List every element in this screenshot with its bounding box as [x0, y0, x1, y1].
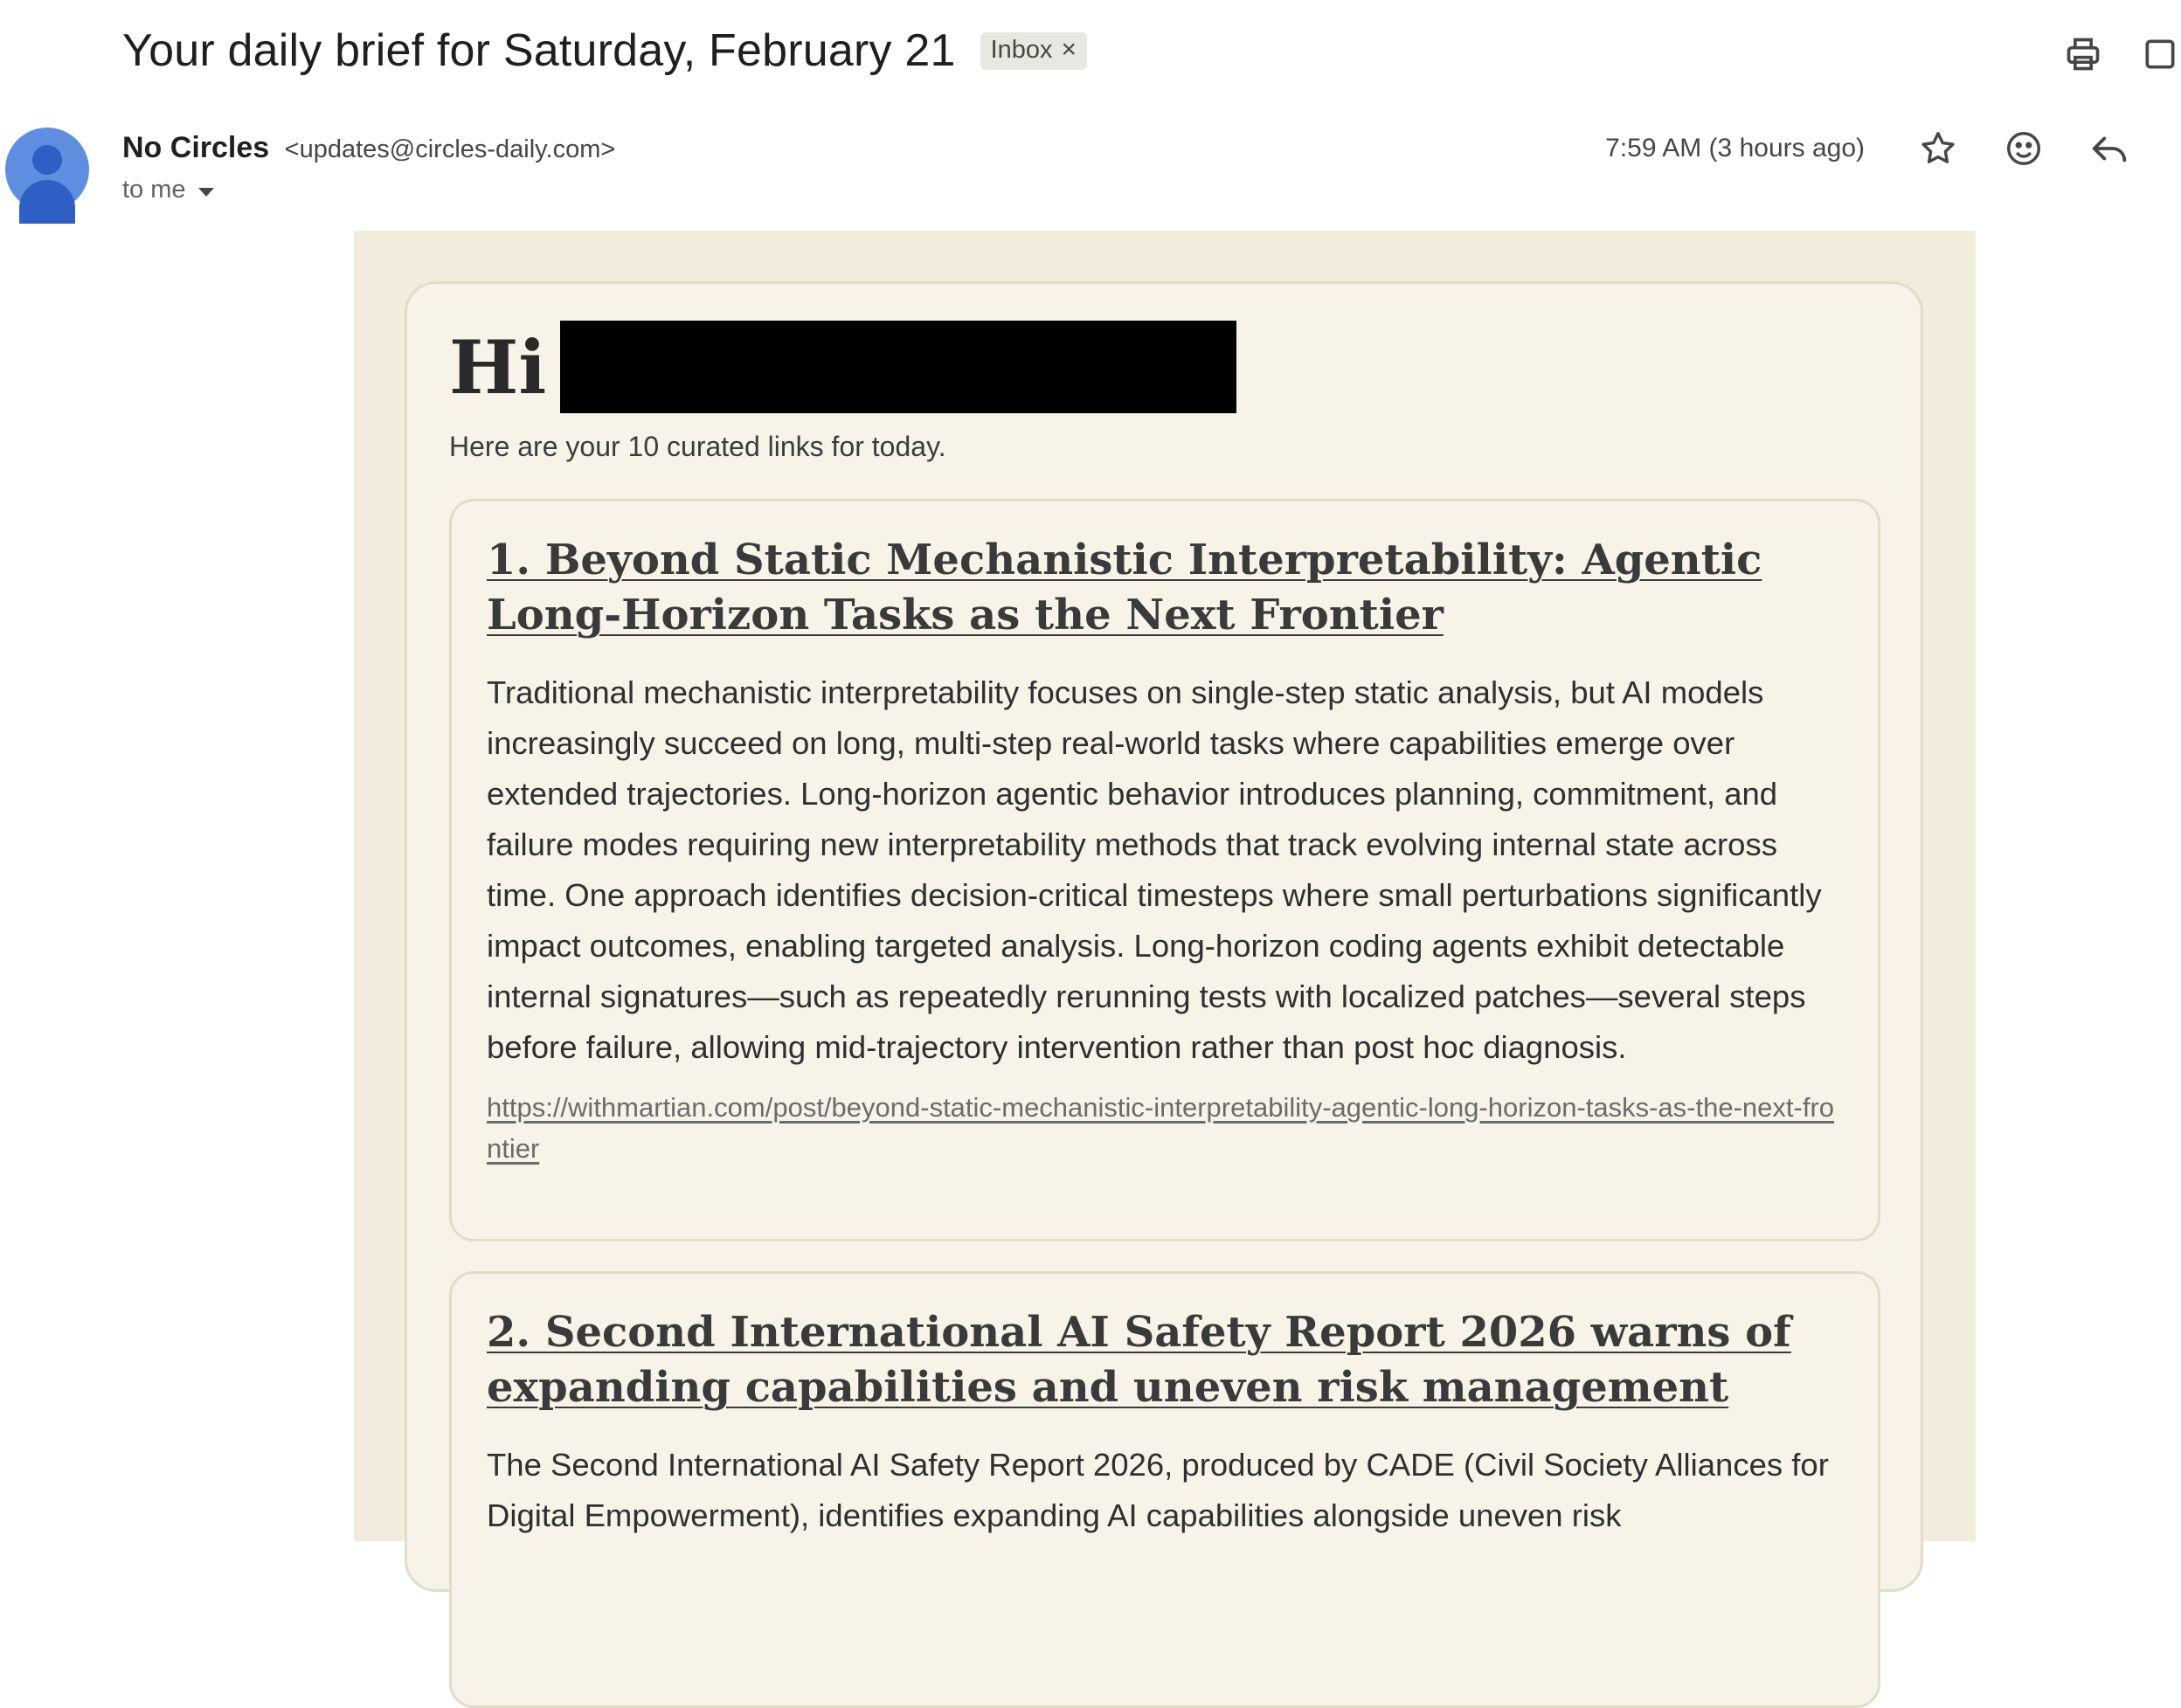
print-icon[interactable]: [2062, 33, 2104, 75]
star-icon[interactable]: [1917, 128, 1959, 169]
redacted-name: [560, 321, 1236, 413]
greeting-text: Hi: [449, 323, 547, 411]
sender-name[interactable]: No Circles: [122, 131, 270, 164]
thread-actions: [2062, 33, 2181, 75]
emoji-react-icon[interactable]: [2003, 128, 2045, 169]
remove-label-icon[interactable]: ×: [1061, 35, 1077, 64]
recipient-label: to me: [122, 176, 186, 204]
link-description: Traditional mechanistic interpretability focuses on single-step static analysis, but AI models increasingly succeed on long, multi-step real-world tasks where capabilities emerge over extended trajectories. Long-horizon agentic behavior introduces planning, commitment, and failure modes requiring new interpretability methods that track evolving internal state across time. One approach identifies decision-critical timesteps where small perturbations significantly impact outcomes, enabling targeted analysis. Long-horizon coding agents exhibit detectable internal signatures—such as repeatedly rerunning tests with localized patches—several steps before failure, allowing mid-trajectory intervention rather than post hoc diagnosis.: [487, 674, 1822, 1065]
link-description: The Second International AI Safety Report 2026, produced by CADE (Civil Society Alliances for Digital Empowerment), identifies expanding AI capabilities alongside uneven risk: [487, 1447, 1829, 1533]
email-subject: Your daily brief for Saturday, February 21: [122, 25, 956, 76]
link-card: [449, 1271, 1880, 1708]
sender-email: <updates@circles-daily.com>: [284, 135, 616, 163]
reply-icon[interactable]: [2088, 128, 2130, 169]
link-url[interactable]: https://withmartian.com/post/beyond-static-mechanistic-interpretability-agentic-long-horizon-tasks-as-the-next-frontier: [487, 1092, 1835, 1164]
open-in-new-window-icon[interactable]: [2139, 33, 2181, 75]
label-chip-text: Inbox: [990, 35, 1053, 64]
message-timestamp: 7:59 AM (3 hours ago): [1605, 134, 1865, 163]
brief-card: [405, 281, 1923, 1592]
link-title[interactable]: 2. Second International AI Safety Report 2026 warns of expanding capabilities and uneven risk management: [487, 1308, 1791, 1412]
link-title[interactable]: 1. Beyond Static Mechanistic Interpretability: Agentic Long-Horizon Tasks as the Next Frontier: [487, 536, 1762, 640]
greeting: [449, 321, 1236, 413]
sender-block: [122, 131, 615, 204]
sender-avatar[interactable]: [5, 128, 89, 211]
label-chip-inbox[interactable]: [980, 32, 1087, 70]
avatar-head-shape: [32, 145, 62, 175]
intro-text: Here are your 10 curated links for today.: [449, 431, 946, 462]
chevron-down-icon[interactable]: [198, 188, 214, 197]
email-body: [354, 231, 1976, 1541]
message-actions: [1605, 128, 2130, 169]
recipient-details-toggle[interactable]: [122, 176, 615, 204]
subject-row: [122, 24, 1087, 77]
sender-line: [122, 131, 615, 165]
link-card: [449, 499, 1880, 1241]
avatar-body-shape: [19, 180, 75, 224]
